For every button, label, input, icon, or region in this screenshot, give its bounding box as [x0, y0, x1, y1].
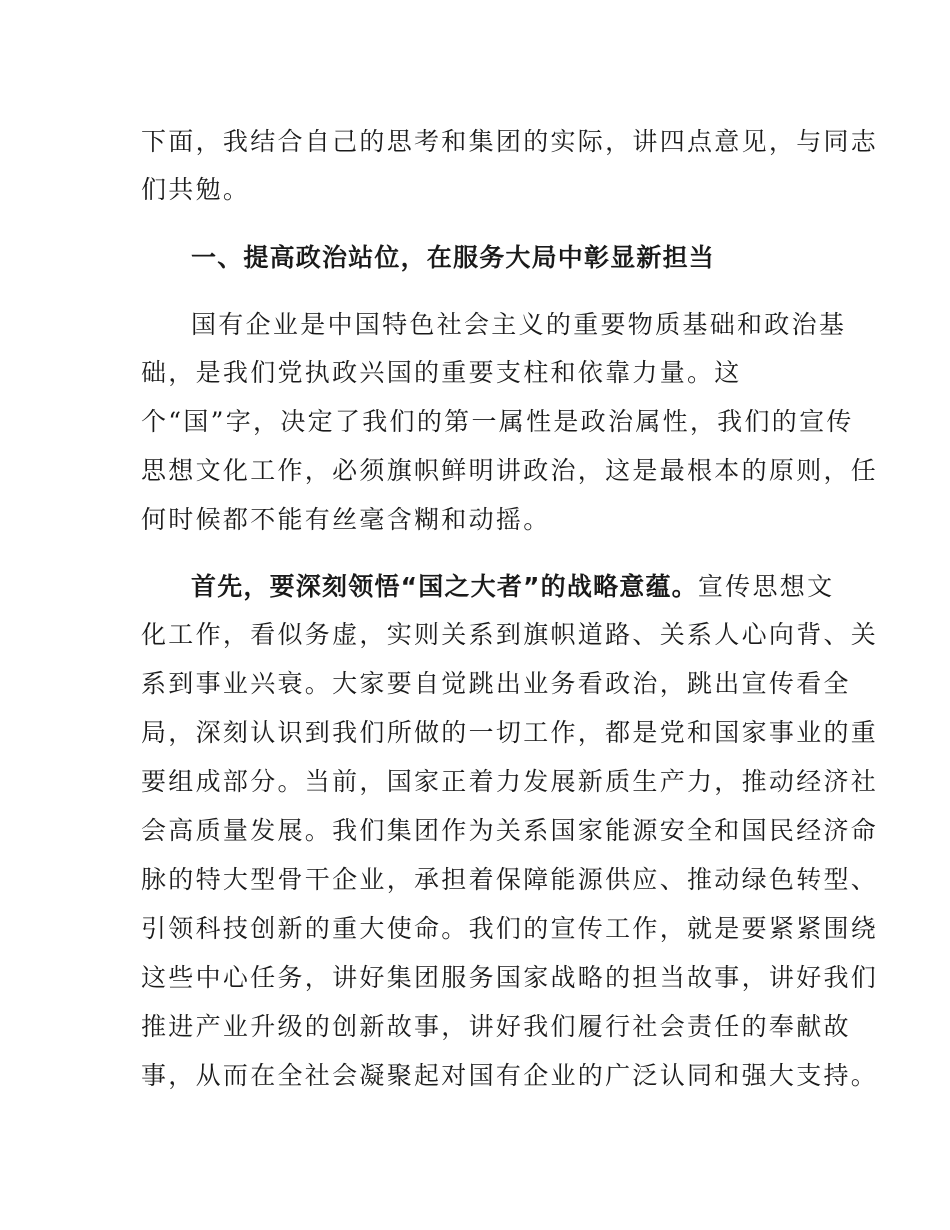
- paragraph-1-line-2: 们共勉。: [141, 175, 251, 204]
- paragraph-2-line-1: 国有企业是中国特色社会主义的重要物质基础和政治基: [191, 310, 847, 339]
- paragraph-2-line-2: 础，是我们党执政兴国的重要支柱和依靠力量。这: [141, 358, 742, 387]
- paragraph-3-lead-bold: 首先，要深刻领悟“国之大者”的战略意蕴。: [191, 572, 698, 601]
- paragraph-3-line-6: 会高质量发展。我们集团作为关系国家能源安全和国民经济命: [141, 816, 879, 845]
- paragraph-3-line-9: 这些中心任务，讲好集团服务国家战略的担当故事，讲好我们: [141, 963, 879, 992]
- paragraph-3-line-7: 脉的特大型骨干企业，承担着保障能源供应、推动绿色转型、: [141, 865, 879, 894]
- paragraph-3-line-4: 局，深刻认识到我们所做的一切工作，都是党和国家事业的重: [141, 718, 879, 747]
- paragraph-3-line-11: 事，从而在全社会凝聚起对国有企业的广泛认同和强大支持。: [141, 1061, 879, 1090]
- section-heading-1: 一、提高政治站位，在服务大局中彰显新担当: [191, 243, 716, 272]
- paragraph-3-lead-rest: 宣传思想文: [697, 572, 835, 601]
- paragraph-2-line-4: 思想文化工作，必须旗帜鲜明讲政治，这是最根本的原则，任: [141, 456, 879, 485]
- paragraph-3-line-3: 系到事业兴衰。大家要自觉跳出业务看政治，跳出宣传看全: [141, 669, 851, 698]
- paragraph-2-line-3: 个“国”字，决定了我们的第一属性是政治属性，我们的宣传: [141, 407, 854, 436]
- paragraph-3-line-10: 推进产业升级的创新故事，讲好我们履行社会责任的奉献故: [141, 1012, 851, 1041]
- paragraph-3-line-5: 要组成部分。当前，国家正着力发展新质生产力，推动经济社: [141, 767, 879, 796]
- paragraph-3-line-2: 化工作，看似务虚，实则关系到旗帜道路、关系人心向背、关: [141, 620, 879, 649]
- paragraph-2-line-5: 何时候都不能有丝毫含糊和动摇。: [141, 505, 551, 534]
- paragraph-3-line-8: 引领科技创新的重大使命。我们的宣传工作，就是要紧紧围绕: [141, 914, 879, 943]
- paragraph-1-line-1: 下面，我结合自己的思考和集团的实际，讲四点意见，与同志: [141, 127, 879, 156]
- paragraph-3-line-1: [191, 572, 871, 602]
